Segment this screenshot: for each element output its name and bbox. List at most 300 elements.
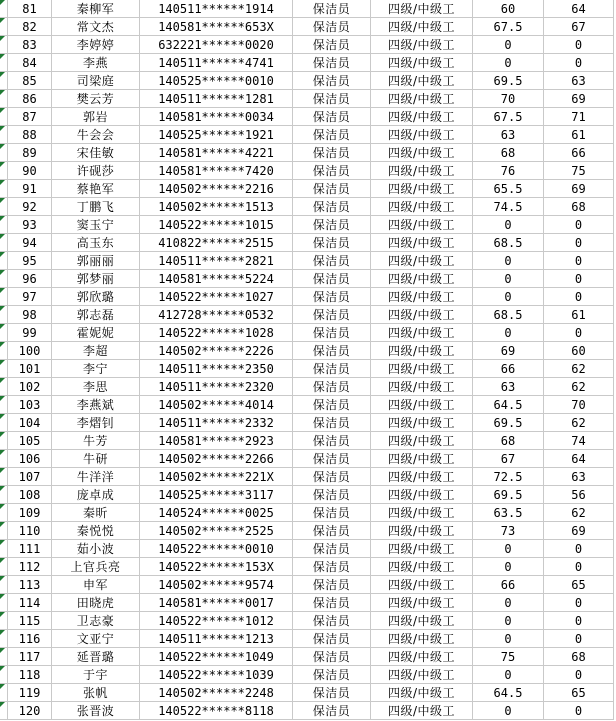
- score2-cell[interactable]: 62: [544, 414, 614, 432]
- score1-cell[interactable]: 69.5: [473, 72, 544, 90]
- indicator-cell[interactable]: [0, 648, 8, 666]
- score1-cell[interactable]: 0: [473, 36, 544, 54]
- row-number-cell[interactable]: 87: [8, 108, 52, 126]
- score2-cell[interactable]: 62: [544, 504, 614, 522]
- job-cell[interactable]: 保洁员: [293, 486, 371, 504]
- name-cell[interactable]: 秦昕: [52, 504, 140, 522]
- grade-cell[interactable]: 四级/中级工: [371, 684, 473, 702]
- score1-cell[interactable]: 0: [473, 630, 544, 648]
- name-cell[interactable]: 李婷婷: [52, 36, 140, 54]
- score2-cell[interactable]: 61: [544, 126, 614, 144]
- id-cell[interactable]: 140581******5224: [140, 270, 293, 288]
- job-cell[interactable]: 保洁员: [293, 630, 371, 648]
- row-number-cell[interactable]: 102: [8, 378, 52, 396]
- job-cell[interactable]: 保洁员: [293, 522, 371, 540]
- indicator-cell[interactable]: [0, 432, 8, 450]
- score2-cell[interactable]: 0: [544, 288, 614, 306]
- score2-cell[interactable]: 66: [544, 144, 614, 162]
- grade-cell[interactable]: 四级/中级工: [371, 198, 473, 216]
- grade-cell[interactable]: 四级/中级工: [371, 594, 473, 612]
- row-number-cell[interactable]: 93: [8, 216, 52, 234]
- score2-cell[interactable]: 0: [544, 54, 614, 72]
- name-cell[interactable]: 宋佳敏: [52, 144, 140, 162]
- job-cell[interactable]: 保洁员: [293, 270, 371, 288]
- score1-cell[interactable]: 65.5: [473, 180, 544, 198]
- score1-cell[interactable]: 68: [473, 432, 544, 450]
- score2-cell[interactable]: 70: [544, 396, 614, 414]
- row-number-cell[interactable]: 117: [8, 648, 52, 666]
- name-cell[interactable]: 窦玉宁: [52, 216, 140, 234]
- score2-cell[interactable]: 68: [544, 198, 614, 216]
- id-cell[interactable]: 140511******2332: [140, 414, 293, 432]
- id-cell[interactable]: 140502******1513: [140, 198, 293, 216]
- indicator-cell[interactable]: [0, 576, 8, 594]
- score2-cell[interactable]: 65: [544, 684, 614, 702]
- job-cell[interactable]: 保洁员: [293, 396, 371, 414]
- indicator-cell[interactable]: [0, 234, 8, 252]
- name-cell[interactable]: 郭欣璐: [52, 288, 140, 306]
- indicator-cell[interactable]: [0, 486, 8, 504]
- grade-cell[interactable]: 四级/中级工: [371, 162, 473, 180]
- grade-cell[interactable]: 四级/中级工: [371, 702, 473, 720]
- job-cell[interactable]: 保洁员: [293, 702, 371, 720]
- indicator-cell[interactable]: [0, 684, 8, 702]
- row-number-cell[interactable]: 107: [8, 468, 52, 486]
- grade-cell[interactable]: 四级/中级工: [371, 468, 473, 486]
- grade-cell[interactable]: 四级/中级工: [371, 54, 473, 72]
- indicator-cell[interactable]: [0, 666, 8, 684]
- job-cell[interactable]: 保洁员: [293, 36, 371, 54]
- job-cell[interactable]: 保洁员: [293, 576, 371, 594]
- id-cell[interactable]: 410822******2515: [140, 234, 293, 252]
- score1-cell[interactable]: 69.5: [473, 414, 544, 432]
- grade-cell[interactable]: 四级/中级工: [371, 36, 473, 54]
- row-number-cell[interactable]: 98: [8, 306, 52, 324]
- grade-cell[interactable]: 四级/中级工: [371, 666, 473, 684]
- job-cell[interactable]: 保洁员: [293, 108, 371, 126]
- row-number-cell[interactable]: 113: [8, 576, 52, 594]
- grade-cell[interactable]: 四级/中级工: [371, 558, 473, 576]
- score1-cell[interactable]: 73: [473, 522, 544, 540]
- grade-cell[interactable]: 四级/中级工: [371, 270, 473, 288]
- score2-cell[interactable]: 65: [544, 576, 614, 594]
- id-cell[interactable]: 140522******1015: [140, 216, 293, 234]
- job-cell[interactable]: 保洁员: [293, 342, 371, 360]
- job-cell[interactable]: 保洁员: [293, 648, 371, 666]
- score1-cell[interactable]: 0: [473, 216, 544, 234]
- score2-cell[interactable]: 0: [544, 558, 614, 576]
- indicator-cell[interactable]: [0, 324, 8, 342]
- grade-cell[interactable]: 四级/中级工: [371, 288, 473, 306]
- id-cell[interactable]: 140511******4741: [140, 54, 293, 72]
- name-cell[interactable]: 延晋璐: [52, 648, 140, 666]
- job-cell[interactable]: 保洁员: [293, 666, 371, 684]
- indicator-cell[interactable]: [0, 558, 8, 576]
- name-cell[interactable]: 牛会会: [52, 126, 140, 144]
- grade-cell[interactable]: 四级/中级工: [371, 144, 473, 162]
- grade-cell[interactable]: 四级/中级工: [371, 648, 473, 666]
- id-cell[interactable]: 140581******0034: [140, 108, 293, 126]
- score1-cell[interactable]: 63: [473, 126, 544, 144]
- score2-cell[interactable]: 0: [544, 612, 614, 630]
- row-number-cell[interactable]: 96: [8, 270, 52, 288]
- job-cell[interactable]: 保洁员: [293, 360, 371, 378]
- id-cell[interactable]: 140522******1028: [140, 324, 293, 342]
- indicator-cell[interactable]: [0, 270, 8, 288]
- grade-cell[interactable]: 四级/中级工: [371, 432, 473, 450]
- score2-cell[interactable]: 0: [544, 252, 614, 270]
- name-cell[interactable]: 蔡艳军: [52, 180, 140, 198]
- indicator-cell[interactable]: [0, 144, 8, 162]
- indicator-cell[interactable]: [0, 450, 8, 468]
- name-cell[interactable]: 高玉东: [52, 234, 140, 252]
- id-cell[interactable]: 140522******153X: [140, 558, 293, 576]
- row-number-cell[interactable]: 91: [8, 180, 52, 198]
- score1-cell[interactable]: 74.5: [473, 198, 544, 216]
- id-cell[interactable]: 140525******3117: [140, 486, 293, 504]
- indicator-cell[interactable]: [0, 216, 8, 234]
- job-cell[interactable]: 保洁员: [293, 594, 371, 612]
- row-number-cell[interactable]: 110: [8, 522, 52, 540]
- id-cell[interactable]: 140502******2266: [140, 450, 293, 468]
- score1-cell[interactable]: 76: [473, 162, 544, 180]
- score2-cell[interactable]: 74: [544, 432, 614, 450]
- id-cell[interactable]: 140502******2248: [140, 684, 293, 702]
- id-cell[interactable]: 140522******1027: [140, 288, 293, 306]
- indicator-cell[interactable]: [0, 378, 8, 396]
- indicator-cell[interactable]: [0, 126, 8, 144]
- id-cell[interactable]: 140502******2226: [140, 342, 293, 360]
- score1-cell[interactable]: 66: [473, 576, 544, 594]
- name-cell[interactable]: 李超: [52, 342, 140, 360]
- score1-cell[interactable]: 68.5: [473, 306, 544, 324]
- name-cell[interactable]: 秦悦悦: [52, 522, 140, 540]
- score1-cell[interactable]: 0: [473, 252, 544, 270]
- indicator-cell[interactable]: [0, 54, 8, 72]
- job-cell[interactable]: 保洁员: [293, 306, 371, 324]
- id-cell[interactable]: 140581******653X: [140, 18, 293, 36]
- score1-cell[interactable]: 0: [473, 540, 544, 558]
- name-cell[interactable]: 田晓虎: [52, 594, 140, 612]
- indicator-cell[interactable]: [0, 180, 8, 198]
- row-number-cell[interactable]: 108: [8, 486, 52, 504]
- row-number-cell[interactable]: 111: [8, 540, 52, 558]
- grade-cell[interactable]: 四级/中级工: [371, 108, 473, 126]
- row-number-cell[interactable]: 104: [8, 414, 52, 432]
- row-number-cell[interactable]: 89: [8, 144, 52, 162]
- id-cell[interactable]: 412728******0532: [140, 306, 293, 324]
- grade-cell[interactable]: 四级/中级工: [371, 0, 473, 18]
- name-cell[interactable]: 文亚宁: [52, 630, 140, 648]
- indicator-cell[interactable]: [0, 630, 8, 648]
- job-cell[interactable]: 保洁员: [293, 432, 371, 450]
- name-cell[interactable]: 霍妮妮: [52, 324, 140, 342]
- grade-cell[interactable]: 四级/中级工: [371, 540, 473, 558]
- indicator-cell[interactable]: [0, 306, 8, 324]
- id-cell[interactable]: 140581******7420: [140, 162, 293, 180]
- score1-cell[interactable]: 72.5: [473, 468, 544, 486]
- score2-cell[interactable]: 61: [544, 306, 614, 324]
- score2-cell[interactable]: 56: [544, 486, 614, 504]
- score2-cell[interactable]: 69: [544, 90, 614, 108]
- id-cell[interactable]: 140522******0010: [140, 540, 293, 558]
- score2-cell[interactable]: 0: [544, 324, 614, 342]
- score2-cell[interactable]: 75: [544, 162, 614, 180]
- id-cell[interactable]: 140511******1213: [140, 630, 293, 648]
- score2-cell[interactable]: 69: [544, 522, 614, 540]
- score1-cell[interactable]: 69.5: [473, 486, 544, 504]
- row-number-cell[interactable]: 88: [8, 126, 52, 144]
- indicator-cell[interactable]: [0, 396, 8, 414]
- job-cell[interactable]: 保洁员: [293, 558, 371, 576]
- indicator-cell[interactable]: [0, 198, 8, 216]
- indicator-cell[interactable]: [0, 504, 8, 522]
- grade-cell[interactable]: 四级/中级工: [371, 396, 473, 414]
- job-cell[interactable]: 保洁员: [293, 234, 371, 252]
- job-cell[interactable]: 保洁员: [293, 216, 371, 234]
- indicator-cell[interactable]: [0, 594, 8, 612]
- score2-cell[interactable]: 68: [544, 648, 614, 666]
- job-cell[interactable]: 保洁员: [293, 90, 371, 108]
- name-cell[interactable]: 茹小波: [52, 540, 140, 558]
- indicator-cell[interactable]: [0, 18, 8, 36]
- indicator-cell[interactable]: [0, 252, 8, 270]
- id-cell[interactable]: 140511******1281: [140, 90, 293, 108]
- name-cell[interactable]: 郭丽丽: [52, 252, 140, 270]
- indicator-cell[interactable]: [0, 162, 8, 180]
- score2-cell[interactable]: 63: [544, 72, 614, 90]
- grade-cell[interactable]: 四级/中级工: [371, 216, 473, 234]
- score1-cell[interactable]: 0: [473, 288, 544, 306]
- indicator-cell[interactable]: [0, 72, 8, 90]
- score2-cell[interactable]: 62: [544, 360, 614, 378]
- score2-cell[interactable]: 0: [544, 630, 614, 648]
- name-cell[interactable]: 牛芳: [52, 432, 140, 450]
- indicator-cell[interactable]: [0, 414, 8, 432]
- name-cell[interactable]: 上官兵亮: [52, 558, 140, 576]
- name-cell[interactable]: 庞卓成: [52, 486, 140, 504]
- row-number-cell[interactable]: 116: [8, 630, 52, 648]
- grade-cell[interactable]: 四级/中级工: [371, 486, 473, 504]
- id-cell[interactable]: 140522******1049: [140, 648, 293, 666]
- indicator-cell[interactable]: [0, 360, 8, 378]
- score1-cell[interactable]: 0: [473, 270, 544, 288]
- name-cell[interactable]: 郭梦丽: [52, 270, 140, 288]
- job-cell[interactable]: 保洁员: [293, 0, 371, 18]
- grade-cell[interactable]: 四级/中级工: [371, 180, 473, 198]
- job-cell[interactable]: 保洁员: [293, 126, 371, 144]
- grade-cell[interactable]: 四级/中级工: [371, 630, 473, 648]
- score1-cell[interactable]: 68.5: [473, 234, 544, 252]
- job-cell[interactable]: 保洁员: [293, 540, 371, 558]
- name-cell[interactable]: 秦柳军: [52, 0, 140, 18]
- score1-cell[interactable]: 0: [473, 612, 544, 630]
- score2-cell[interactable]: 0: [544, 234, 614, 252]
- indicator-cell[interactable]: [0, 90, 8, 108]
- score1-cell[interactable]: 67.5: [473, 108, 544, 126]
- row-number-cell[interactable]: 115: [8, 612, 52, 630]
- indicator-cell[interactable]: [0, 468, 8, 486]
- name-cell[interactable]: 张帆: [52, 684, 140, 702]
- row-number-cell[interactable]: 94: [8, 234, 52, 252]
- grade-cell[interactable]: 四级/中级工: [371, 18, 473, 36]
- score1-cell[interactable]: 0: [473, 558, 544, 576]
- name-cell[interactable]: 丁鹏飞: [52, 198, 140, 216]
- row-number-cell[interactable]: 82: [8, 18, 52, 36]
- indicator-cell[interactable]: [0, 702, 8, 720]
- id-cell[interactable]: 140511******2821: [140, 252, 293, 270]
- score1-cell[interactable]: 60: [473, 0, 544, 18]
- score2-cell[interactable]: 60: [544, 342, 614, 360]
- grade-cell[interactable]: 四级/中级工: [371, 612, 473, 630]
- job-cell[interactable]: 保洁员: [293, 252, 371, 270]
- id-cell[interactable]: 140511******2320: [140, 378, 293, 396]
- indicator-cell[interactable]: [0, 0, 8, 18]
- score2-cell[interactable]: 0: [544, 216, 614, 234]
- id-cell[interactable]: 632221******0020: [140, 36, 293, 54]
- job-cell[interactable]: 保洁员: [293, 414, 371, 432]
- job-cell[interactable]: 保洁员: [293, 504, 371, 522]
- indicator-cell[interactable]: [0, 612, 8, 630]
- row-number-cell[interactable]: 83: [8, 36, 52, 54]
- id-cell[interactable]: 140502******9574: [140, 576, 293, 594]
- job-cell[interactable]: 保洁员: [293, 54, 371, 72]
- grade-cell[interactable]: 四级/中级工: [371, 126, 473, 144]
- grade-cell[interactable]: 四级/中级工: [371, 414, 473, 432]
- score2-cell[interactable]: 0: [544, 702, 614, 720]
- grade-cell[interactable]: 四级/中级工: [371, 450, 473, 468]
- score1-cell[interactable]: 64.5: [473, 396, 544, 414]
- row-number-cell[interactable]: 90: [8, 162, 52, 180]
- grade-cell[interactable]: 四级/中级工: [371, 504, 473, 522]
- indicator-cell[interactable]: [0, 342, 8, 360]
- grade-cell[interactable]: 四级/中级工: [371, 378, 473, 396]
- score1-cell[interactable]: 0: [473, 702, 544, 720]
- grade-cell[interactable]: 四级/中级工: [371, 306, 473, 324]
- id-cell[interactable]: 140502******4014: [140, 396, 293, 414]
- id-cell[interactable]: 140502******2525: [140, 522, 293, 540]
- id-cell[interactable]: 140511******2350: [140, 360, 293, 378]
- score1-cell[interactable]: 63.5: [473, 504, 544, 522]
- score1-cell[interactable]: 67: [473, 450, 544, 468]
- name-cell[interactable]: 许砚莎: [52, 162, 140, 180]
- score1-cell[interactable]: 0: [473, 594, 544, 612]
- row-number-cell[interactable]: 100: [8, 342, 52, 360]
- id-cell[interactable]: 140522******8118: [140, 702, 293, 720]
- job-cell[interactable]: 保洁员: [293, 72, 371, 90]
- row-number-cell[interactable]: 119: [8, 684, 52, 702]
- score2-cell[interactable]: 0: [544, 594, 614, 612]
- grade-cell[interactable]: 四级/中级工: [371, 522, 473, 540]
- score1-cell[interactable]: 64.5: [473, 684, 544, 702]
- grade-cell[interactable]: 四级/中级工: [371, 252, 473, 270]
- id-cell[interactable]: 140525******1921: [140, 126, 293, 144]
- score2-cell[interactable]: 0: [544, 270, 614, 288]
- score1-cell[interactable]: 69: [473, 342, 544, 360]
- row-number-cell[interactable]: 105: [8, 432, 52, 450]
- row-number-cell[interactable]: 120: [8, 702, 52, 720]
- job-cell[interactable]: 保洁员: [293, 162, 371, 180]
- job-cell[interactable]: 保洁员: [293, 180, 371, 198]
- job-cell[interactable]: 保洁员: [293, 450, 371, 468]
- row-number-cell[interactable]: 85: [8, 72, 52, 90]
- row-number-cell[interactable]: 84: [8, 54, 52, 72]
- id-cell[interactable]: 140502******221X: [140, 468, 293, 486]
- indicator-cell[interactable]: [0, 522, 8, 540]
- job-cell[interactable]: 保洁员: [293, 144, 371, 162]
- score1-cell[interactable]: 63: [473, 378, 544, 396]
- row-number-cell[interactable]: 103: [8, 396, 52, 414]
- grade-cell[interactable]: 四级/中级工: [371, 342, 473, 360]
- score1-cell[interactable]: 67.5: [473, 18, 544, 36]
- row-number-cell[interactable]: 86: [8, 90, 52, 108]
- score2-cell[interactable]: 64: [544, 0, 614, 18]
- score1-cell[interactable]: 0: [473, 324, 544, 342]
- job-cell[interactable]: 保洁员: [293, 612, 371, 630]
- name-cell[interactable]: 牛洋洋: [52, 468, 140, 486]
- name-cell[interactable]: 常文杰: [52, 18, 140, 36]
- row-number-cell[interactable]: 95: [8, 252, 52, 270]
- id-cell[interactable]: 140522******1012: [140, 612, 293, 630]
- row-number-cell[interactable]: 97: [8, 288, 52, 306]
- name-cell[interactable]: 牛研: [52, 450, 140, 468]
- row-number-cell[interactable]: 81: [8, 0, 52, 18]
- indicator-cell[interactable]: [0, 36, 8, 54]
- name-cell[interactable]: 郭岩: [52, 108, 140, 126]
- job-cell[interactable]: 保洁员: [293, 288, 371, 306]
- grade-cell[interactable]: 四级/中级工: [371, 234, 473, 252]
- row-number-cell[interactable]: 106: [8, 450, 52, 468]
- row-number-cell[interactable]: 109: [8, 504, 52, 522]
- score2-cell[interactable]: 0: [544, 666, 614, 684]
- id-cell[interactable]: 140525******0010: [140, 72, 293, 90]
- grade-cell[interactable]: 四级/中级工: [371, 576, 473, 594]
- indicator-cell[interactable]: [0, 108, 8, 126]
- job-cell[interactable]: 保洁员: [293, 684, 371, 702]
- row-number-cell[interactable]: 92: [8, 198, 52, 216]
- score2-cell[interactable]: 71: [544, 108, 614, 126]
- score1-cell[interactable]: 0: [473, 666, 544, 684]
- name-cell[interactable]: 李燕: [52, 54, 140, 72]
- name-cell[interactable]: 申军: [52, 576, 140, 594]
- job-cell[interactable]: 保洁员: [293, 18, 371, 36]
- id-cell[interactable]: 140502******2216: [140, 180, 293, 198]
- row-number-cell[interactable]: 118: [8, 666, 52, 684]
- name-cell[interactable]: 张晋波: [52, 702, 140, 720]
- name-cell[interactable]: 于宇: [52, 666, 140, 684]
- job-cell[interactable]: 保洁员: [293, 324, 371, 342]
- row-number-cell[interactable]: 112: [8, 558, 52, 576]
- row-number-cell[interactable]: 99: [8, 324, 52, 342]
- score1-cell[interactable]: 66: [473, 360, 544, 378]
- score1-cell[interactable]: 75: [473, 648, 544, 666]
- grade-cell[interactable]: 四级/中级工: [371, 72, 473, 90]
- row-number-cell[interactable]: 101: [8, 360, 52, 378]
- name-cell[interactable]: 司梁庭: [52, 72, 140, 90]
- grade-cell[interactable]: 四级/中级工: [371, 90, 473, 108]
- name-cell[interactable]: 李燕斌: [52, 396, 140, 414]
- id-cell[interactable]: 140511******1914: [140, 0, 293, 18]
- score2-cell[interactable]: 64: [544, 450, 614, 468]
- score2-cell[interactable]: 69: [544, 180, 614, 198]
- score2-cell[interactable]: 62: [544, 378, 614, 396]
- score2-cell[interactable]: 67: [544, 18, 614, 36]
- score1-cell[interactable]: 70: [473, 90, 544, 108]
- indicator-cell[interactable]: [0, 540, 8, 558]
- id-cell[interactable]: 140581******0017: [140, 594, 293, 612]
- name-cell[interactable]: 李熠钊: [52, 414, 140, 432]
- name-cell[interactable]: 樊云芳: [52, 90, 140, 108]
